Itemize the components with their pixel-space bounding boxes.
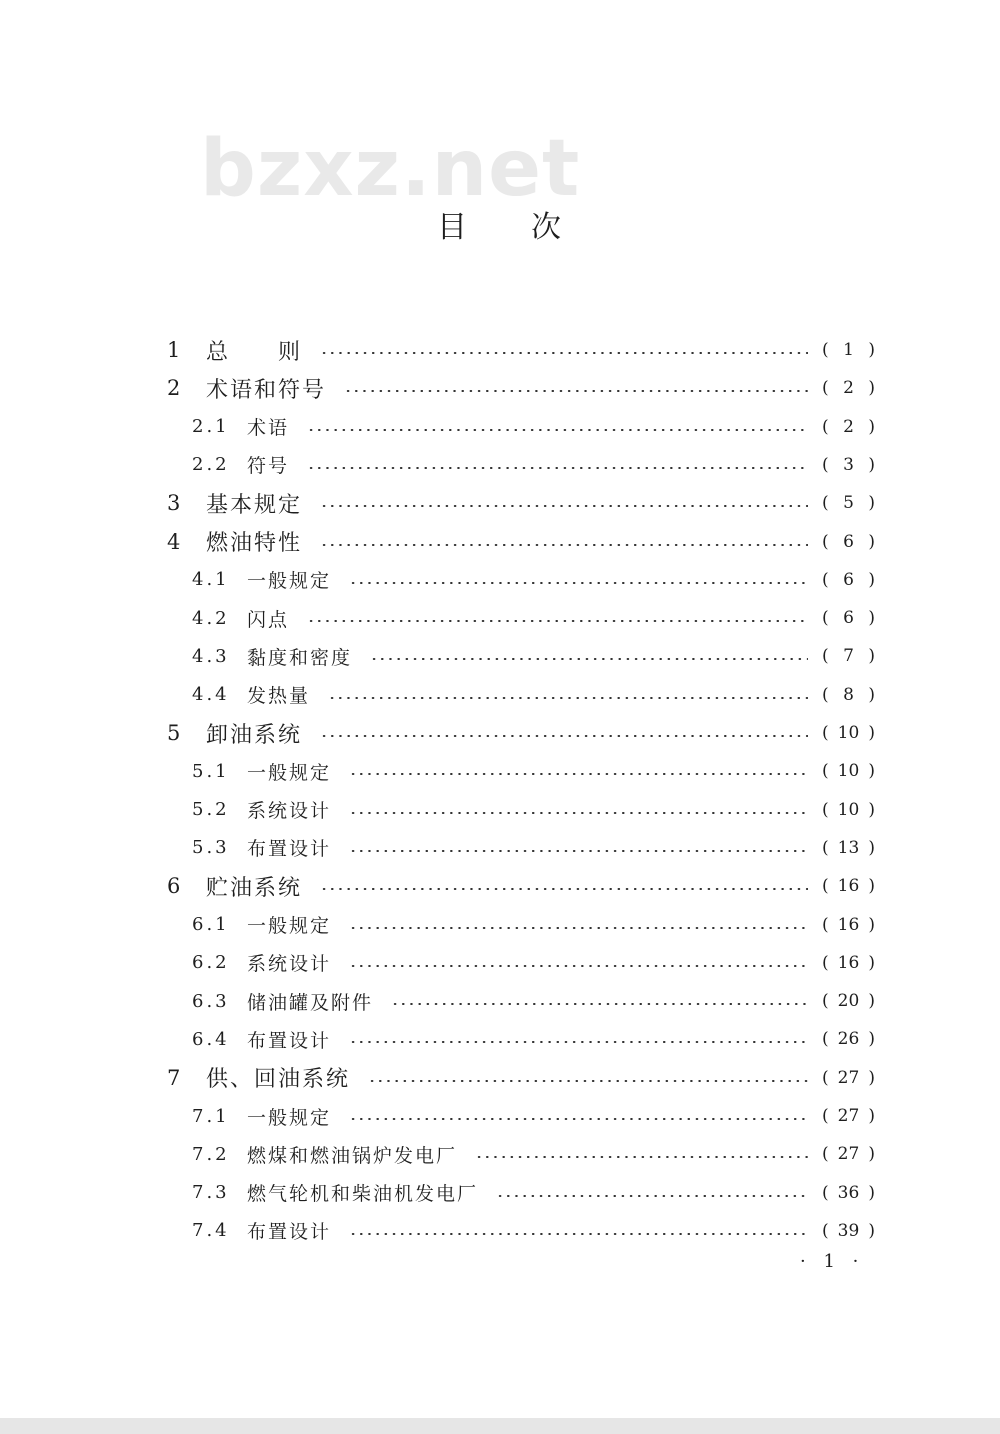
paren-open: (: [822, 761, 829, 782]
dot-leader: [349, 1041, 808, 1043]
toc-entry-label: 一般规定: [247, 915, 332, 937]
toc-entry-number: 6: [167, 874, 183, 899]
toc-entry[interactable]: [0, 752, 1000, 790]
toc-entry-label: 一般规定: [247, 1106, 332, 1129]
toc-entry-number: 6.4: [192, 1028, 230, 1050]
toc-entry[interactable]: [0, 1020, 1000, 1058]
toc-entry-label: 总 则: [206, 339, 303, 365]
toc-entry-label: 燃气轮机和柴油机发电厂: [247, 1183, 479, 1206]
paren-open: (: [822, 684, 829, 705]
dot-leader: [496, 1195, 808, 1197]
paren-close: ): [868, 991, 875, 1012]
toc-entry-number: 4.3: [192, 645, 230, 667]
toc-entry-page: 6: [843, 569, 854, 590]
toc-entry[interactable]: [0, 369, 1000, 407]
paren-open: (: [822, 1220, 829, 1241]
toc-entry-label: 布置设计: [247, 1221, 332, 1244]
toc-entry-label: 燃油特性: [206, 531, 303, 556]
toc-entry[interactable]: [0, 599, 1000, 637]
paren-close: ): [868, 493, 875, 514]
toc-entry-label: 卸油系统: [206, 722, 303, 748]
paren-open: (: [822, 1106, 829, 1126]
paren-close: ): [868, 684, 875, 705]
paren-open: (: [822, 1182, 829, 1203]
paren-close: ): [868, 378, 875, 399]
toc-entry-number: 7.4: [192, 1220, 230, 1242]
toc-entry-page: 3: [843, 454, 854, 475]
toc-entry-page: 20: [837, 991, 860, 1012]
toc-entry-label: 一般规定: [247, 761, 332, 784]
toc-entry-page-ref: [822, 838, 875, 858]
toc-entry[interactable]: [0, 1174, 1000, 1212]
toc-entry-page-ref: [822, 570, 875, 590]
toc-entry-page: 36: [837, 1182, 860, 1203]
toc-entry-page-ref: [822, 1221, 875, 1241]
dot-leader: [349, 927, 808, 929]
toc-entry-label: 基本规定: [206, 492, 303, 518]
dot-leader: [320, 352, 808, 354]
paren-close: ): [868, 1144, 875, 1165]
paren-open: (: [822, 723, 829, 743]
toc-entry-page: 16: [837, 876, 860, 897]
toc-entry-number: 4.4: [192, 684, 230, 706]
toc-entry-page: 27: [837, 1106, 860, 1126]
paren-close: ): [868, 1182, 875, 1203]
paren-open: (: [822, 799, 829, 820]
toc-entry-page-ref: [822, 608, 875, 628]
toc-entry-label: 供、回油系统: [206, 1067, 351, 1093]
toc-entry-page: 26: [837, 1029, 860, 1050]
toc-entry-label: 一般规定: [247, 570, 332, 593]
toc-entry-page-ref: [822, 1106, 875, 1126]
toc-entry-page-ref: [822, 1029, 875, 1049]
toc-entry[interactable]: [0, 1059, 1000, 1097]
toc-entry[interactable]: [0, 982, 1000, 1020]
title-char-left: 目: [437, 210, 469, 245]
toc-entry[interactable]: [0, 676, 1000, 714]
toc-entry-number: 7: [167, 1065, 183, 1090]
page-number: · 1 ·: [800, 1251, 865, 1272]
toc-entry-page: 2: [843, 378, 854, 399]
paren-open: (: [822, 340, 829, 360]
toc-entry-page-ref: [822, 1144, 875, 1164]
dot-leader: [349, 1118, 808, 1120]
paren-open: (: [822, 1029, 829, 1050]
dot-leader: [349, 965, 808, 967]
dot-leader: [349, 850, 808, 852]
toc-entry[interactable]: [0, 484, 1000, 522]
toc-entry-page: 16: [837, 914, 860, 935]
toc-entry-label: 闪点: [247, 608, 290, 631]
paren-close: ): [868, 837, 875, 858]
dot-leader: [320, 505, 808, 507]
paren-open: (: [822, 646, 829, 667]
dot-leader: [475, 1156, 808, 1158]
toc-entry-page: 13: [837, 837, 860, 858]
paren-close: ): [868, 416, 875, 437]
paren-close: ): [868, 608, 875, 629]
paren-close: ): [868, 914, 875, 935]
toc-entry-label: 储油罐及附件: [247, 991, 374, 1014]
toc-entry-page-ref: [822, 915, 875, 935]
paren-open: (: [822, 991, 829, 1012]
dot-leader: [349, 812, 808, 814]
paren-open: (: [822, 608, 829, 629]
paren-close: ): [868, 1220, 875, 1241]
paren-open: (: [822, 1144, 829, 1165]
toc-entry[interactable]: [0, 714, 1000, 752]
dot-leader: [349, 582, 808, 584]
toc-entry-label: 系统设计: [247, 953, 332, 976]
paren-open: (: [822, 914, 829, 935]
dot-leader: [370, 658, 808, 660]
toc-entry-number: 5.1: [192, 760, 230, 782]
dot-leader: [391, 1003, 808, 1005]
toc-entry-label: 布置设计: [247, 1029, 332, 1052]
toc-entry-page: 10: [837, 799, 860, 820]
toc-entry[interactable]: [0, 637, 1000, 675]
paren-open: (: [822, 531, 829, 552]
paren-close: ): [868, 876, 875, 897]
dot-leader: [368, 1080, 808, 1082]
toc-entry[interactable]: [0, 906, 1000, 944]
toc-entry-page: 1: [843, 340, 854, 360]
toc-entry-page-ref: [822, 953, 875, 973]
dot-leader: [307, 620, 808, 622]
toc-entry-number: 7.2: [192, 1143, 230, 1165]
toc-entry-page-ref: [822, 455, 875, 475]
toc-entry-page: 5: [843, 493, 854, 514]
paren-open: (: [822, 378, 829, 399]
toc-entry-number: 5.2: [192, 799, 230, 821]
toc-entry-number: 3: [167, 491, 183, 516]
paren-close: ): [868, 952, 875, 973]
toc-entry-label: 黏度和密度: [247, 646, 353, 669]
toc-entry[interactable]: [0, 408, 1000, 446]
toc-entry[interactable]: [0, 791, 1000, 829]
paren-open: (: [822, 569, 829, 590]
paren-open: (: [822, 837, 829, 858]
paren-close: ): [868, 454, 875, 475]
toc-entry-label: 燃煤和燃油锅炉发电厂: [247, 1144, 458, 1167]
toc-entry-page-ref: [822, 646, 875, 666]
toc-entry-number: 2.2: [192, 454, 230, 476]
dot-leader: [307, 467, 808, 469]
paren-close: ): [868, 799, 875, 820]
dot-leader: [320, 735, 808, 737]
paren-close: ): [868, 761, 875, 782]
paren-open: (: [822, 1067, 829, 1088]
dot-leader: [344, 390, 808, 392]
toc-entry-page-ref: [822, 991, 875, 1011]
toc-entry-number: 7.1: [192, 1105, 230, 1127]
toc-entry-page-ref: [822, 761, 875, 781]
toc-entry-page: 2: [843, 416, 854, 437]
toc-entry-label: 符号: [247, 455, 290, 478]
paren-open: (: [822, 493, 829, 514]
toc-entry-page-ref: [822, 800, 875, 820]
toc-entry-label: 布置设计: [247, 838, 332, 861]
toc-entry-page-ref: [822, 417, 875, 437]
paren-close: ): [868, 340, 875, 360]
toc-entry-page: 39: [837, 1220, 860, 1241]
paren-open: (: [822, 416, 829, 437]
dot-leader: [328, 697, 808, 699]
dot-leader: [349, 773, 808, 775]
toc-entry[interactable]: [0, 1212, 1000, 1250]
toc-entry-page: 6: [843, 608, 854, 629]
dot-leader: [349, 1233, 808, 1235]
toc-entry-number: 2.1: [192, 416, 230, 438]
toc-entry[interactable]: [0, 944, 1000, 982]
toc-entry-page: 10: [837, 723, 860, 743]
toc-entry-page-ref: [822, 493, 875, 513]
toc-entry[interactable]: [0, 1097, 1000, 1135]
toc-entry-number: 1: [167, 338, 183, 362]
toc-entry[interactable]: [0, 523, 1000, 561]
toc-entry-page: 8: [843, 684, 854, 705]
toc-entry-page-ref: [822, 340, 875, 360]
dot-leader: [320, 888, 808, 890]
watermark: bzxz.net: [200, 124, 581, 214]
toc-entry-number: 4.2: [192, 607, 230, 629]
toc-entry[interactable]: [0, 561, 1000, 599]
dot-leader: [307, 429, 808, 431]
toc-entry-number: 4: [167, 529, 183, 554]
paren-close: ): [868, 569, 875, 590]
toc-entry[interactable]: [0, 331, 1000, 369]
toc-entry-page-ref: [822, 685, 875, 705]
toc-entry[interactable]: [0, 829, 1000, 867]
paren-close: ): [868, 1106, 875, 1126]
toc-entry-label: 术语和符号: [206, 377, 327, 403]
toc-entry-number: 7.3: [192, 1182, 230, 1204]
title-char-right: 次: [531, 210, 563, 245]
viewer-bottom-bar: [0, 1418, 1000, 1434]
toc-entry-number: 2: [167, 376, 183, 401]
toc-entry[interactable]: [0, 1135, 1000, 1173]
dot-leader: [320, 544, 808, 546]
toc-entry-number: 6.1: [192, 914, 230, 935]
paren-open: (: [822, 876, 829, 897]
toc-entry-page-ref: [822, 532, 875, 552]
toc-entry[interactable]: [0, 867, 1000, 905]
toc-entry-number: 4.1: [192, 569, 230, 591]
toc-entry-page: 10: [837, 761, 860, 782]
paren-open: (: [822, 952, 829, 973]
toc-entry-label: 术语: [247, 417, 290, 440]
toc-entry-label: 发热量: [247, 685, 311, 708]
toc-entry-number: 6.2: [192, 952, 230, 974]
toc-entry-page-ref: [822, 1183, 875, 1203]
paren-close: ): [868, 531, 875, 552]
toc-entry-page-ref: [822, 723, 875, 743]
toc-entry-page-ref: [822, 1068, 875, 1088]
toc-entry-number: 5.3: [192, 837, 230, 859]
toc-entry-number: 6.3: [192, 990, 230, 1012]
toc-entry-page-ref: [822, 876, 875, 896]
page-title: [0, 210, 1000, 245]
toc-entry-page-ref: [822, 378, 875, 398]
toc-entry-page: 27: [837, 1144, 860, 1165]
paren-open: (: [822, 454, 829, 475]
toc-entry-page: 6: [843, 531, 854, 552]
paren-close: ): [868, 646, 875, 667]
toc-entry-page: 16: [837, 952, 860, 973]
toc-entry-page: 27: [837, 1067, 860, 1088]
toc-entry-number: 5: [167, 721, 183, 745]
toc-entry-label: 贮油系统: [206, 875, 303, 901]
toc-entry-page: 7: [843, 646, 854, 667]
paren-close: ): [868, 1067, 875, 1088]
paren-close: ): [868, 723, 875, 743]
paren-close: ): [868, 1029, 875, 1050]
toc-entry[interactable]: [0, 446, 1000, 484]
toc-entry-label: 系统设计: [247, 800, 332, 823]
